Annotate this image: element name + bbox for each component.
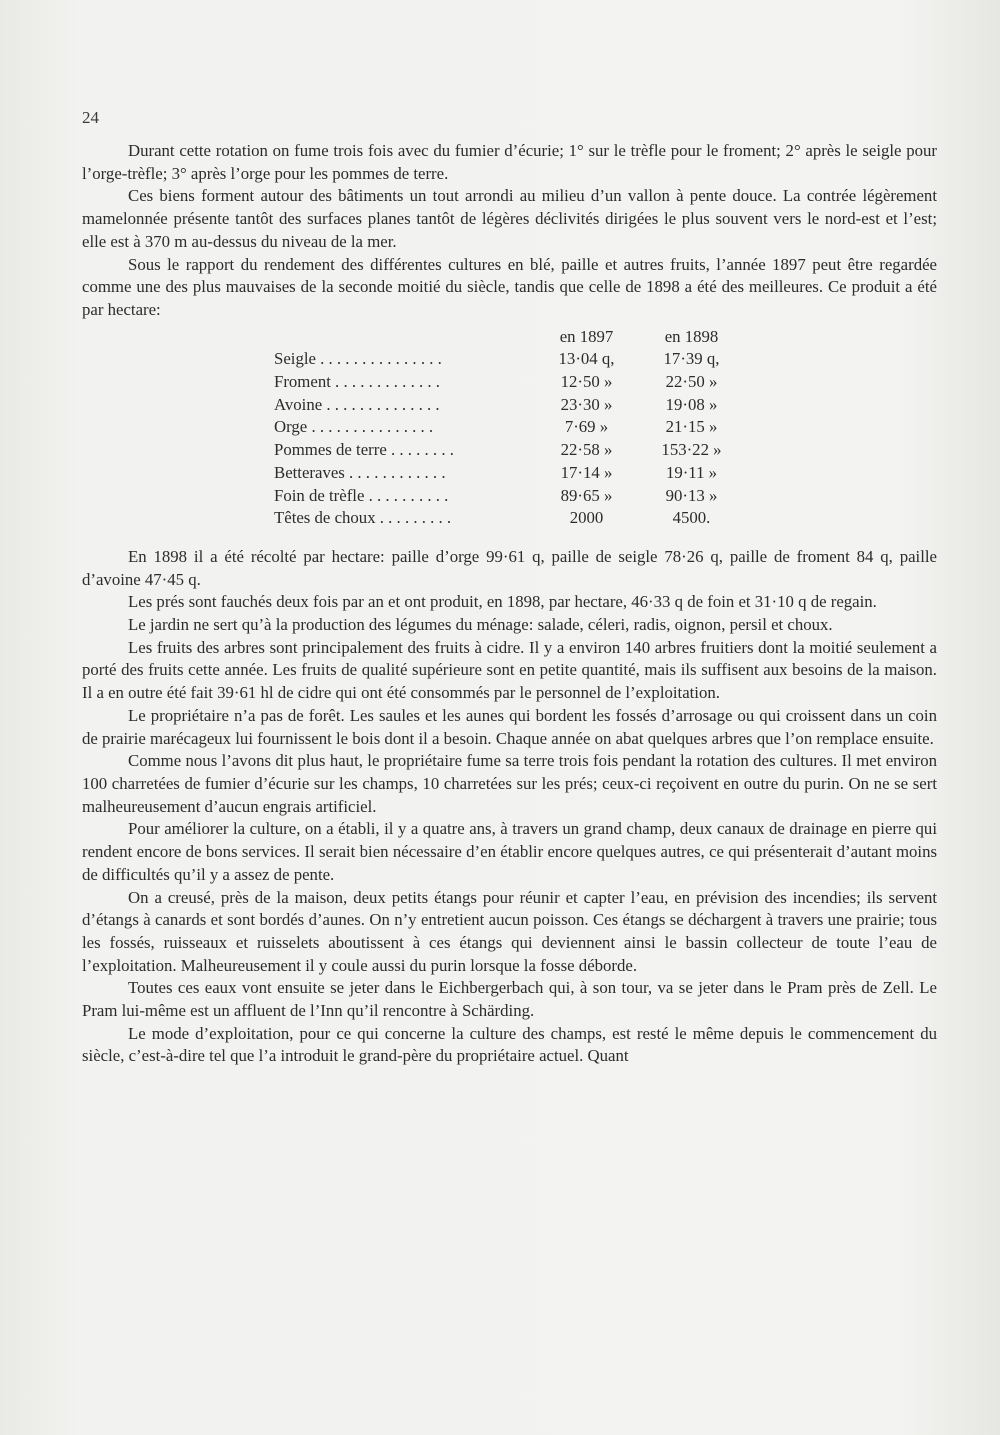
yield-1898: 4500. [672, 508, 711, 528]
paragraph: Ces biens forment autour des bâtiments un tout arrondi au milieu d’un vallon à pente douce. La contrée légèrement mamelonnée présente tantôt des surfaces planes tantôt de légères déclivités dirigées le plus souvent vers le nord-est et l’est; elle est à 370 m au-dessus du niveau de la mer. [82, 186, 937, 251]
yield-table-header [274, 326, 744, 349]
crop-name: Foin de trèfle . . . . . . . . . . [274, 485, 449, 505]
crop-name: Têtes de choux . . . . . . . . . [274, 508, 452, 528]
paragraph: Le propriétaire n’a pas de forêt. Les saules et les aunes qui bordent les fossés d’arrosage ou qui croissent dans un coin de prairie marécageux lui fournissent le bois dont il a besoin. Chaque année on abat quelques arbres que l’on remplace ensuite. [82, 705, 937, 748]
table-row [274, 371, 744, 394]
paragraph: On a creusé, près de la maison, deux petits étangs pour réunir et capter l’eau, en prévision des incendies; ils servent d’étangs à canards et sont bordés d’aunes. On n’y entretient aucun poisson. Ces étangs se déchargent à travers une prairie; tous les fossés, ruisseaux et ruisselets aboutissent à ces étangs qui deviennent ainsi le bassin collecteur de toute l’eau de l’exploitation. Malheureusement il y coule aussi du purin lorsque la fosse déborde. [82, 887, 937, 975]
yield-1897: 23·30 » [560, 394, 613, 414]
table-row [274, 348, 744, 371]
paragraph: Sous le rapport du rendement des différentes cultures en blé, paille et autres fruits, l’année 1897 peut être regardée comme une des plus mauvaises de la seconde moitié du siècle, tandis que celle de 1898 a été des meilleures. Ce produit a été par hectare: [82, 254, 937, 319]
yield-1897: 7·69 » [564, 417, 609, 437]
paragraph: Le mode d’exploitation, pour ce qui concerne la culture des champs, est resté le même depuis le commencement du siècle, c’est-à-dire tel que l’a introduit le grand-père du propriétaire actuel. Quant [82, 1023, 937, 1066]
paragraph: Pour améliorer la culture, on a établi, il y a quatre ans, à travers un grand champ, deux canaux de drainage en pierre qui rendent encore de bons services. Il serait bien nécessaire d’en établir encore quelques autres, ce qui présenterait d’autant moins de difficultés qu’il y a assez de pente. [82, 819, 937, 884]
yield-1898: 153·22 » [661, 440, 722, 460]
yield-1897: 89·65 » [560, 485, 613, 505]
header-1898: en 1898 [664, 326, 719, 346]
yield-1897: 12·50 » [560, 372, 613, 392]
paragraph: Durant cette rotation on fume trois fois avec du fumier d’écurie; 1° sur le trèfle pour le froment; 2° après le seigle pour l’orge-trèfle; 3° après l’orge pour les pommes de terre. [82, 141, 937, 183]
yield-1897: 13·04 q, [558, 349, 615, 369]
paragraph: Les fruits des arbres sont principalement des fruits à cidre. Il y a environ 140 arbres fruitiers dont la moitié seulement a porté des fruits cette année. Les fruits de qualité supérieure sont en petite quantité, mais ils suffisent aux besoins de la maison. Il a en outre été fait 39·61 hl de cidre qui ont été consommés par le personnel de l’exploitation. [82, 637, 937, 703]
table-row [274, 507, 744, 530]
paragraph: Le jardin ne sert qu’à la production des légumes du ménage: salade, céleri, radis, oignon, persil et choux. [128, 615, 833, 635]
paragraph: Comme nous l’avons dit plus haut, le propriétaire fume sa terre trois fois pendant la rotation des cultures. Il met environ 100 charretées de fumier d’écurie sur les champs, 10 charretées sur les prés; ceux-ci reçoivent en outre du purin. On ne se sert malheureusement d’aucun engrais artificiel. [82, 751, 937, 816]
table-row [274, 439, 744, 462]
table-row [274, 416, 744, 439]
crop-name: Orge . . . . . . . . . . . . . . . [274, 417, 434, 437]
yield-1898: 21·15 » [665, 417, 718, 437]
crop-name: Froment . . . . . . . . . . . . . [274, 372, 440, 392]
yield-1898: 90·13 » [665, 485, 718, 505]
header-1897: en 1897 [559, 326, 614, 346]
yield-1897: 22·58 » [560, 440, 613, 460]
yield-1897: 17·14 » [560, 462, 613, 482]
paragraph: Toutes ces eaux vont ensuite se jeter dans le Eichbergerbach qui, à son tour, va se jeter dans le Pram près de Zell. Le Pram lui-même est un affluent de l’Inn qu’il rencontre à Schärding. [82, 978, 937, 1021]
page-number: 24 [82, 108, 99, 127]
crop-name: Pommes de terre . . . . . . . . [274, 440, 454, 460]
yield-1898: 19·08 » [665, 394, 718, 414]
crop-name: Avoine . . . . . . . . . . . . . . [274, 394, 440, 414]
yield-table [274, 326, 744, 530]
yield-1898: 19·11 » [665, 462, 718, 482]
yield-1898: 17·39 q, [663, 349, 720, 369]
paragraph: Les prés sont fauchés deux fois par an et ont produit, en 1898, par hectare, 46·33 q de foin et 31·10 q de regain. [128, 592, 877, 612]
crop-name: Seigle . . . . . . . . . . . . . . . [274, 349, 442, 369]
body-text [82, 140, 937, 1068]
yield-1897: 2000 [569, 508, 604, 528]
table-row [274, 485, 744, 508]
header-spacer [274, 326, 534, 349]
table-row [274, 462, 744, 485]
paragraph: En 1898 il a été récolté par hectare: paille d’orge 99·61 q, paille de seigle 78·26 q, paille de froment 84 q, paille d’avoine 47·45 q. [82, 546, 937, 589]
yield-1898: 22·50 » [665, 372, 718, 392]
crop-name: Betteraves . . . . . . . . . . . . [274, 462, 446, 482]
table-row [274, 394, 744, 417]
